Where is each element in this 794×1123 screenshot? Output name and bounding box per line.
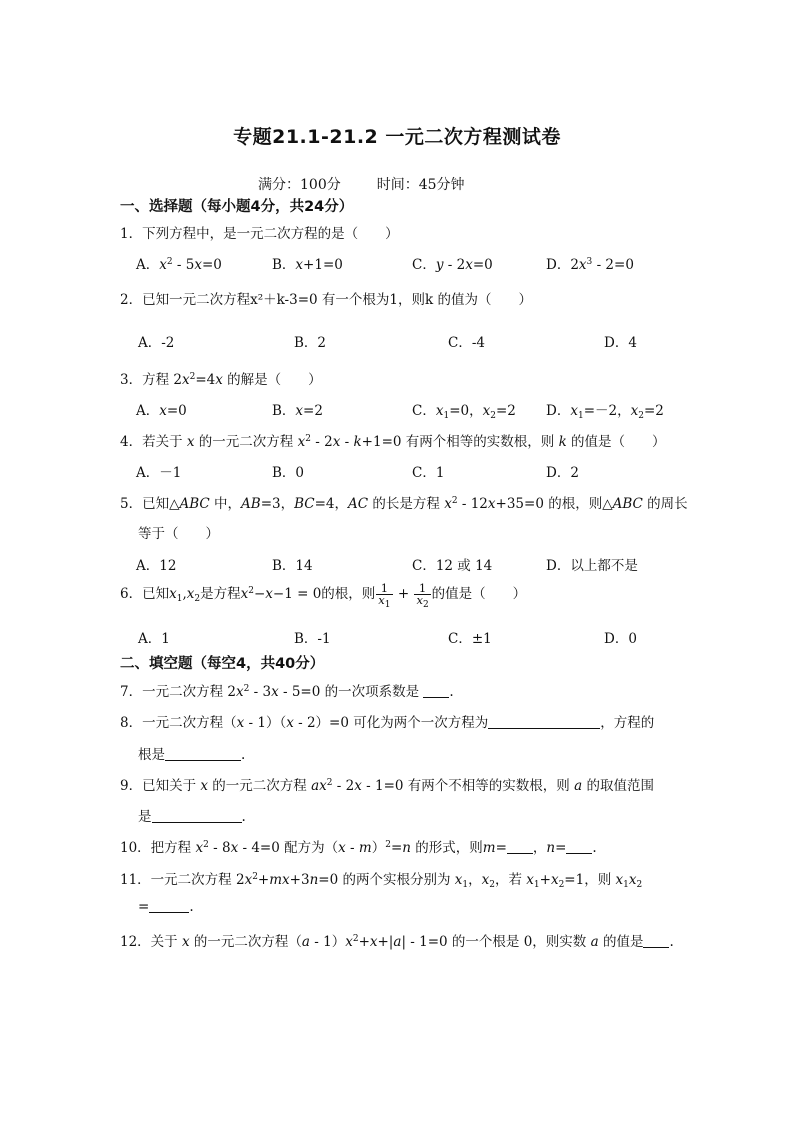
question-1-option-b: B．x+1=0 — [272, 257, 343, 273]
answer-blank[interactable] — [149, 900, 189, 913]
question-2-stem: 2．已知一元二次方程x²＋k-3=0 有一个根为1，则k 的值为（ ） — [120, 292, 532, 308]
question-3-option-b: B．x=2 — [272, 403, 323, 419]
question-12: 12．关于 x 的一元二次方程$(a - 1)x^2+x+|a| - 1=0$ 的一个根是 0，则实数 a 的值是 . — [120, 934, 674, 950]
answer-blank[interactable] — [152, 810, 242, 823]
question-8-line2: 根是 . — [138, 747, 246, 763]
answer-blank[interactable] — [165, 748, 241, 761]
question-1-option-a: A．$x^2 - 5x=0$ — [136, 257, 222, 273]
section-choice-heading: 一、选择题（每小题4分，共24分） — [120, 199, 354, 215]
answer-blank[interactable] — [488, 716, 600, 729]
question-6-stem: 6．已知$x_1,x_2$是方程$x^2-x-1 = 0$的根，则 $\frac{1}{x_1}$ + $\frac{1}{x_2}$ 的值是（ ） — [120, 580, 527, 610]
fraction-1-over-x1: $\frac{1}{x_1}$ — [378, 580, 391, 610]
question-5-stem: 5．已知△ABC 中，AB=3，BC=4，AC 的长是方程 $x^2 - 12x+35=0$ 的根，则△ABC 的周长 — [120, 496, 688, 512]
answer-blank[interactable] — [566, 841, 592, 854]
question-3-stem: 3．方程 $2x^2=4x$ 的解是（ ） — [120, 372, 322, 388]
answer-blank[interactable] — [423, 685, 449, 698]
question-1-stem: 1．下列方程中，是一元二次方程的是（ ） — [120, 226, 399, 242]
question-3-option-a: A．x=0 — [136, 403, 187, 419]
question-6-option-a: A．1 — [138, 631, 170, 647]
exam-meta — [258, 174, 465, 194]
answer-blank[interactable] — [643, 935, 669, 948]
question-2-option-a: A．-2 — [138, 335, 175, 351]
question-6-option-b: B．-1 — [294, 631, 331, 647]
question-6-option-c: C．±1 — [448, 631, 492, 647]
question-2-option-b: B．2 — [294, 335, 327, 351]
question-2-option-d: D．4 — [604, 335, 637, 351]
question-4-option-d: D．2 — [546, 465, 579, 481]
fraction-1-over-x2: $\frac{1}{x_2}$ — [416, 580, 429, 610]
question-4-option-b: B．0 — [272, 465, 305, 481]
question-10: 10．把方程 $x^2 - 8x - 4=0$ 配方为（x - m）$^2$=n 的形式，则m= ，n= . — [120, 840, 597, 856]
question-3-option-c: C．$x_1=0$，$x_2=2$ — [412, 403, 516, 421]
question-5-option-c: C．12 或 14 — [412, 558, 493, 574]
question-2-option-c: C．-4 — [448, 335, 485, 351]
question-11-line2: = . — [138, 899, 194, 915]
question-8-line1: 8．一元二次方程（x - 1）（x - 2）=0 可化为两个一次方程为 ，方程的 — [120, 715, 655, 731]
question-4-option-a: A．－1 — [136, 465, 182, 481]
question-5-stem-cont: 等于（ ） — [138, 526, 219, 542]
question-1-option-c: C．y - 2x=0 — [412, 257, 493, 273]
question-9-line1: 9．已知关于 x 的一元二次方程 $ax^2 - 2x - 1=0$ 有两个不相等的实数根，则 a 的取值范围 — [120, 778, 654, 794]
question-9-line2: 是 . — [138, 809, 246, 825]
section-fill-heading: 二、填空题（每空4，共40分） — [120, 656, 325, 672]
question-5-option-a: A．12 — [136, 558, 177, 574]
page-title: 专题21.1-21.2 一元二次方程测试卷 — [233, 126, 561, 148]
question-6-option-d: D．0 — [604, 631, 637, 647]
question-5-option-d: D．以上都不是 — [546, 558, 638, 574]
question-5-option-b: B．14 — [272, 558, 313, 574]
answer-blank[interactable] — [507, 841, 533, 854]
full-score: 满分：100分 — [258, 177, 341, 193]
question-4-option-c: C．1 — [412, 465, 445, 481]
question-3-option-d: D．$x_1=-2$，$x_2=2$ — [546, 403, 664, 421]
question-11-line1: 11．一元二次方程 $2x^2+mx+3n=0$ 的两个实根分别为 $x_1$，$x_2$，若 $x_1+x_2=1$，则 $x_1x_2$ — [120, 872, 643, 890]
question-7: 7．一元二次方程 $2x^2 - 3x - 5=0$ 的一次项系数是 . — [120, 684, 454, 700]
time-limit: 时间：45分钟 — [376, 177, 465, 193]
question-4-stem: 4．若关于 x 的一元二次方程 $x^2 - 2x - k+1=0$ 有两个相等的实数根，则 k 的值是（ ） — [120, 434, 666, 450]
question-1-option-d: D．$2x^3 - 2=0$ — [546, 257, 634, 273]
